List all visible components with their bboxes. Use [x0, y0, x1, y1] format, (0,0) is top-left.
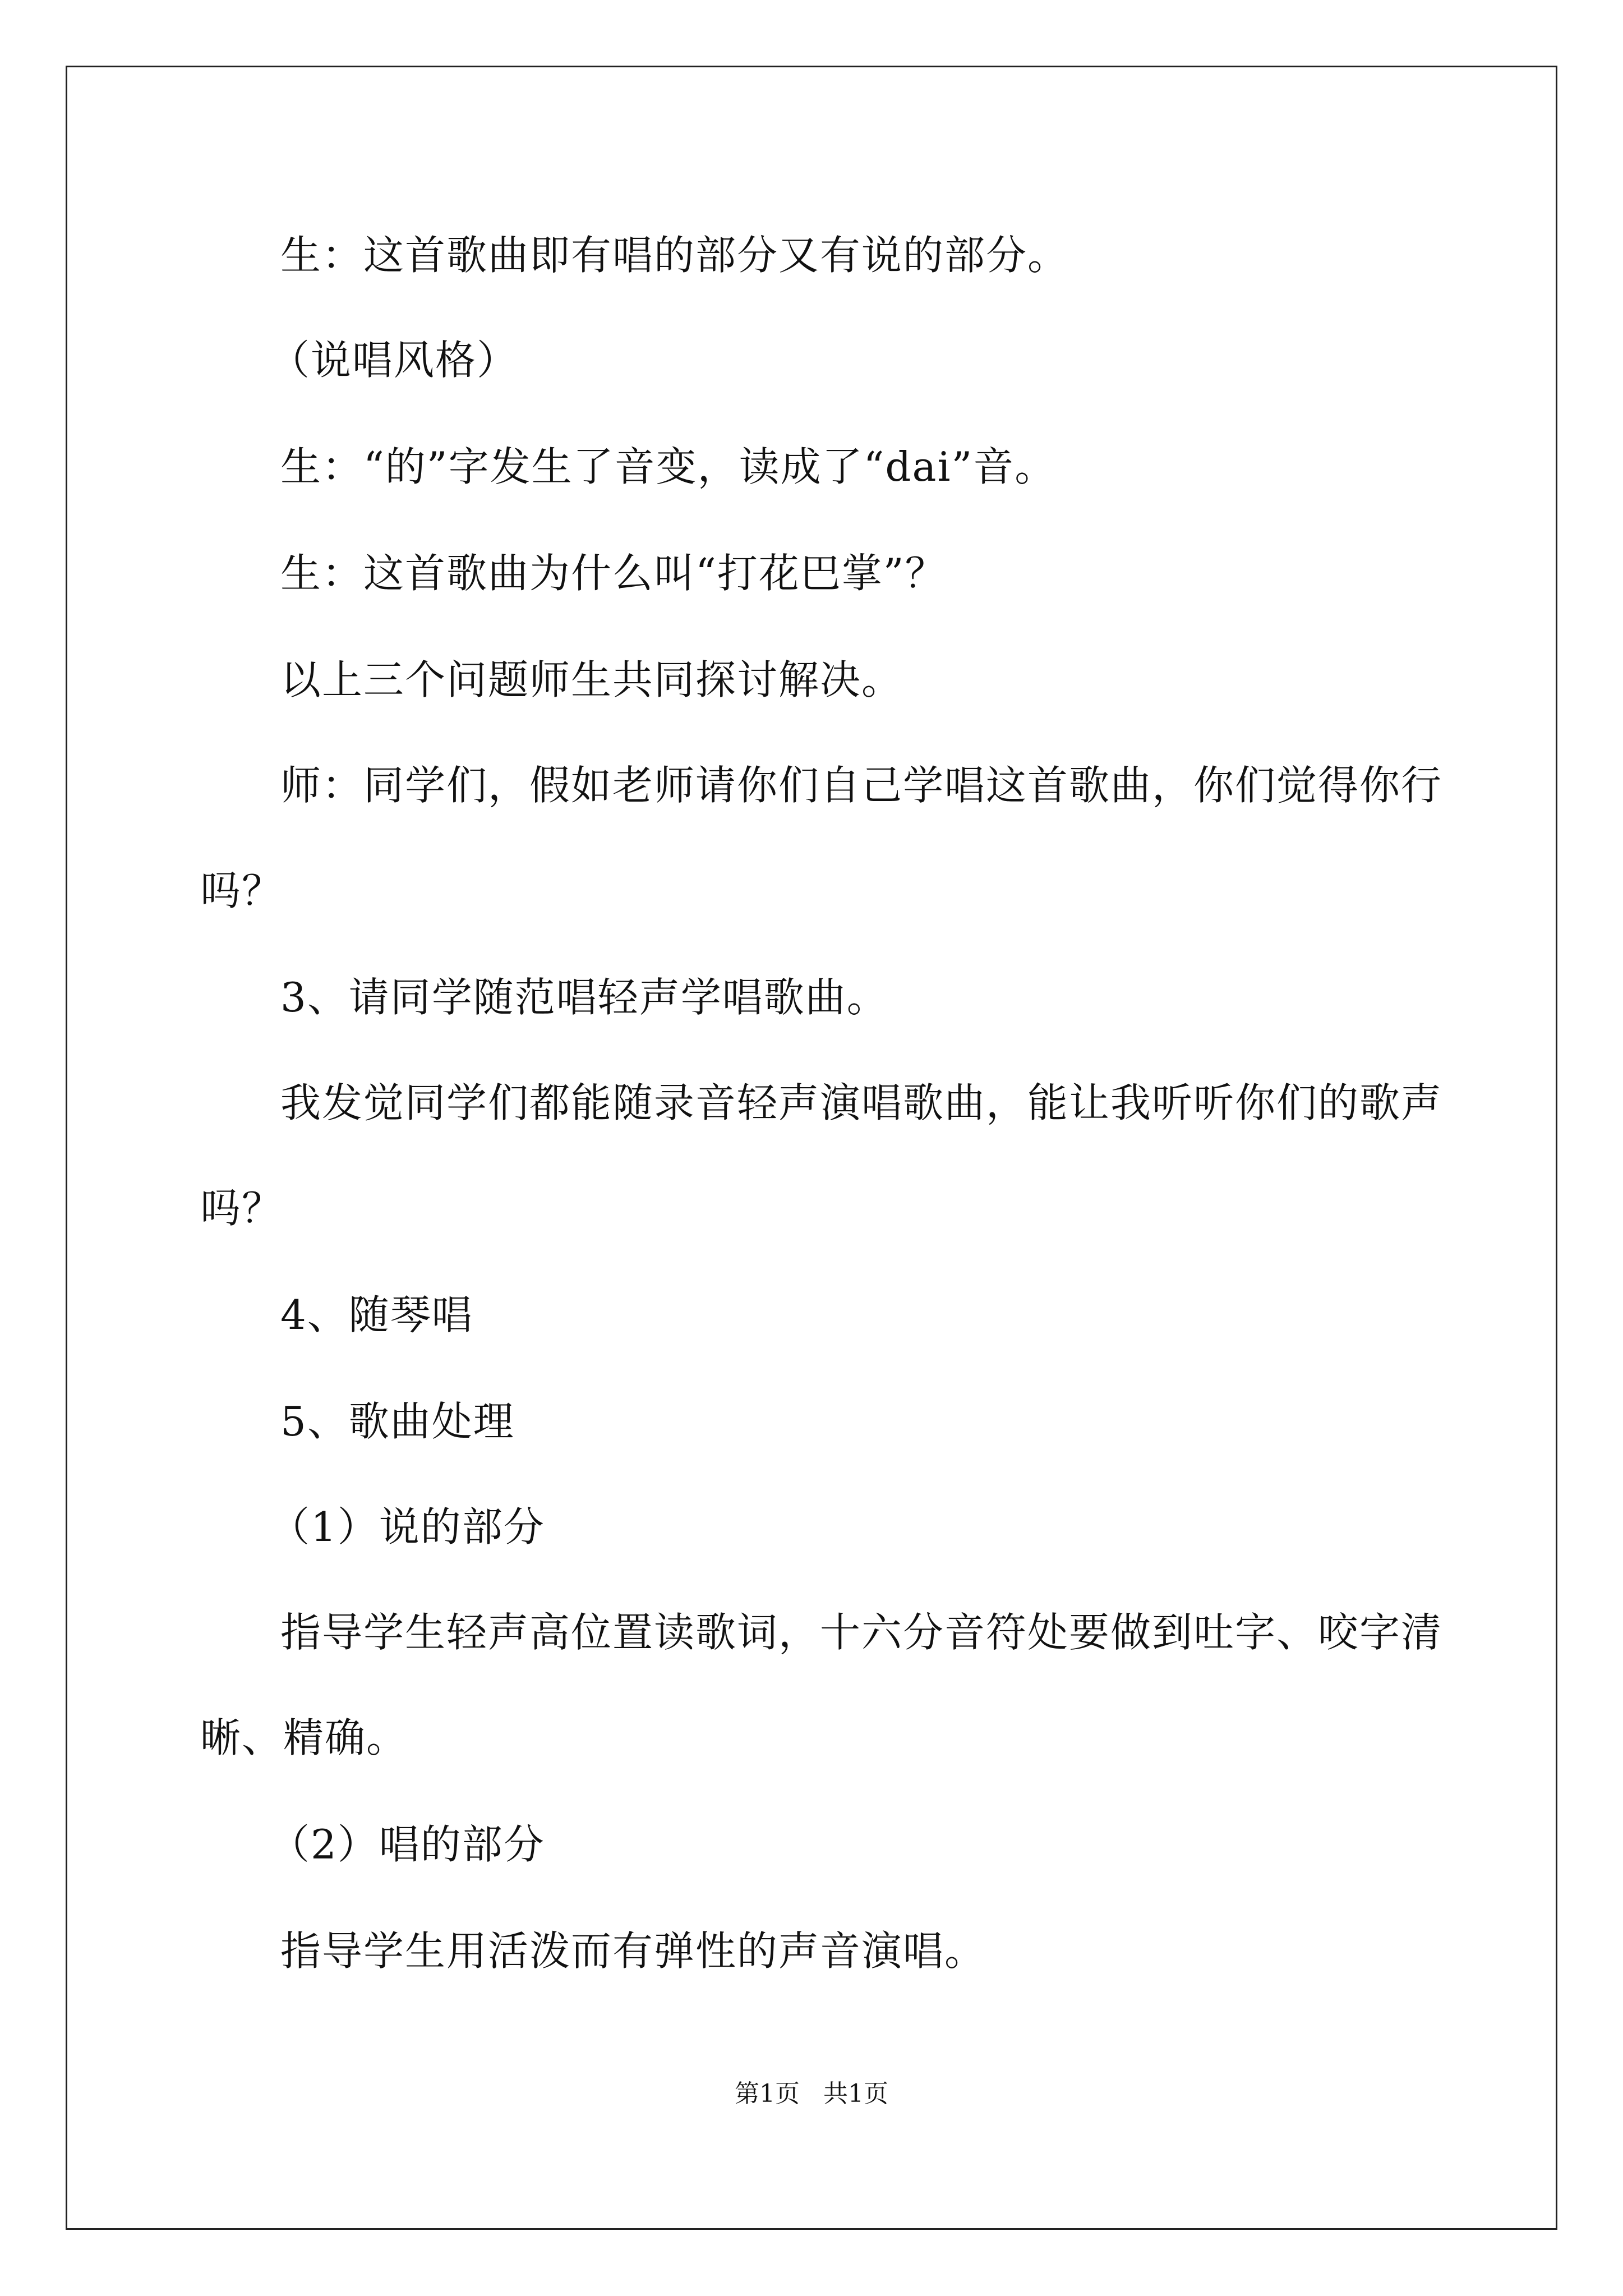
paragraph-line: 指导学生用活泼而有弹性的声音演唱。 [280, 1927, 986, 1975]
paragraph-line: 3、请同学随范唱轻声学唱歌曲。 [280, 974, 888, 1021]
paragraph-line: （说唱风格） [269, 337, 519, 384]
paragraph-line: 指导学生轻声高位置读歌词，十六分音符处要做到吐字、咬字清 [280, 1609, 1443, 1656]
paragraph-line: 以上三个问题师生共同探讨解决。 [280, 656, 903, 703]
paragraph-line: 4、随琴唱 [280, 1291, 473, 1338]
paragraph-line: 吗？ [200, 1185, 284, 1232]
paragraph-line: 生：这首歌曲为什么叫“打花巴掌”？ [280, 550, 947, 597]
paragraph-line: 生：“的”字发生了音变，读成了“dai”音。 [280, 443, 1057, 490]
page-number-footer: 第1页 共1页 [735, 2079, 888, 2108]
paragraph-line: （2）唱的部分 [269, 1821, 545, 1868]
paragraph-line: 我发觉同学们都能随录音轻声演唱歌曲，能让我听听你们的歌声 [280, 1079, 1443, 1126]
paragraph-line: （1）说的部分 [269, 1503, 545, 1550]
paragraph-line: 吗？ [200, 867, 284, 914]
paragraph-line: 5、歌曲处理 [280, 1398, 515, 1445]
paragraph-line: 晰、精确。 [200, 1714, 408, 1761]
paragraph-line: 师：同学们，假如老师请你们自己学唱这首歌曲，你们觉得你行 [280, 762, 1443, 809]
paragraph-line: 生：这首歌曲即有唱的部分又有说的部分。 [280, 232, 1069, 279]
page-border [66, 66, 1557, 2230]
